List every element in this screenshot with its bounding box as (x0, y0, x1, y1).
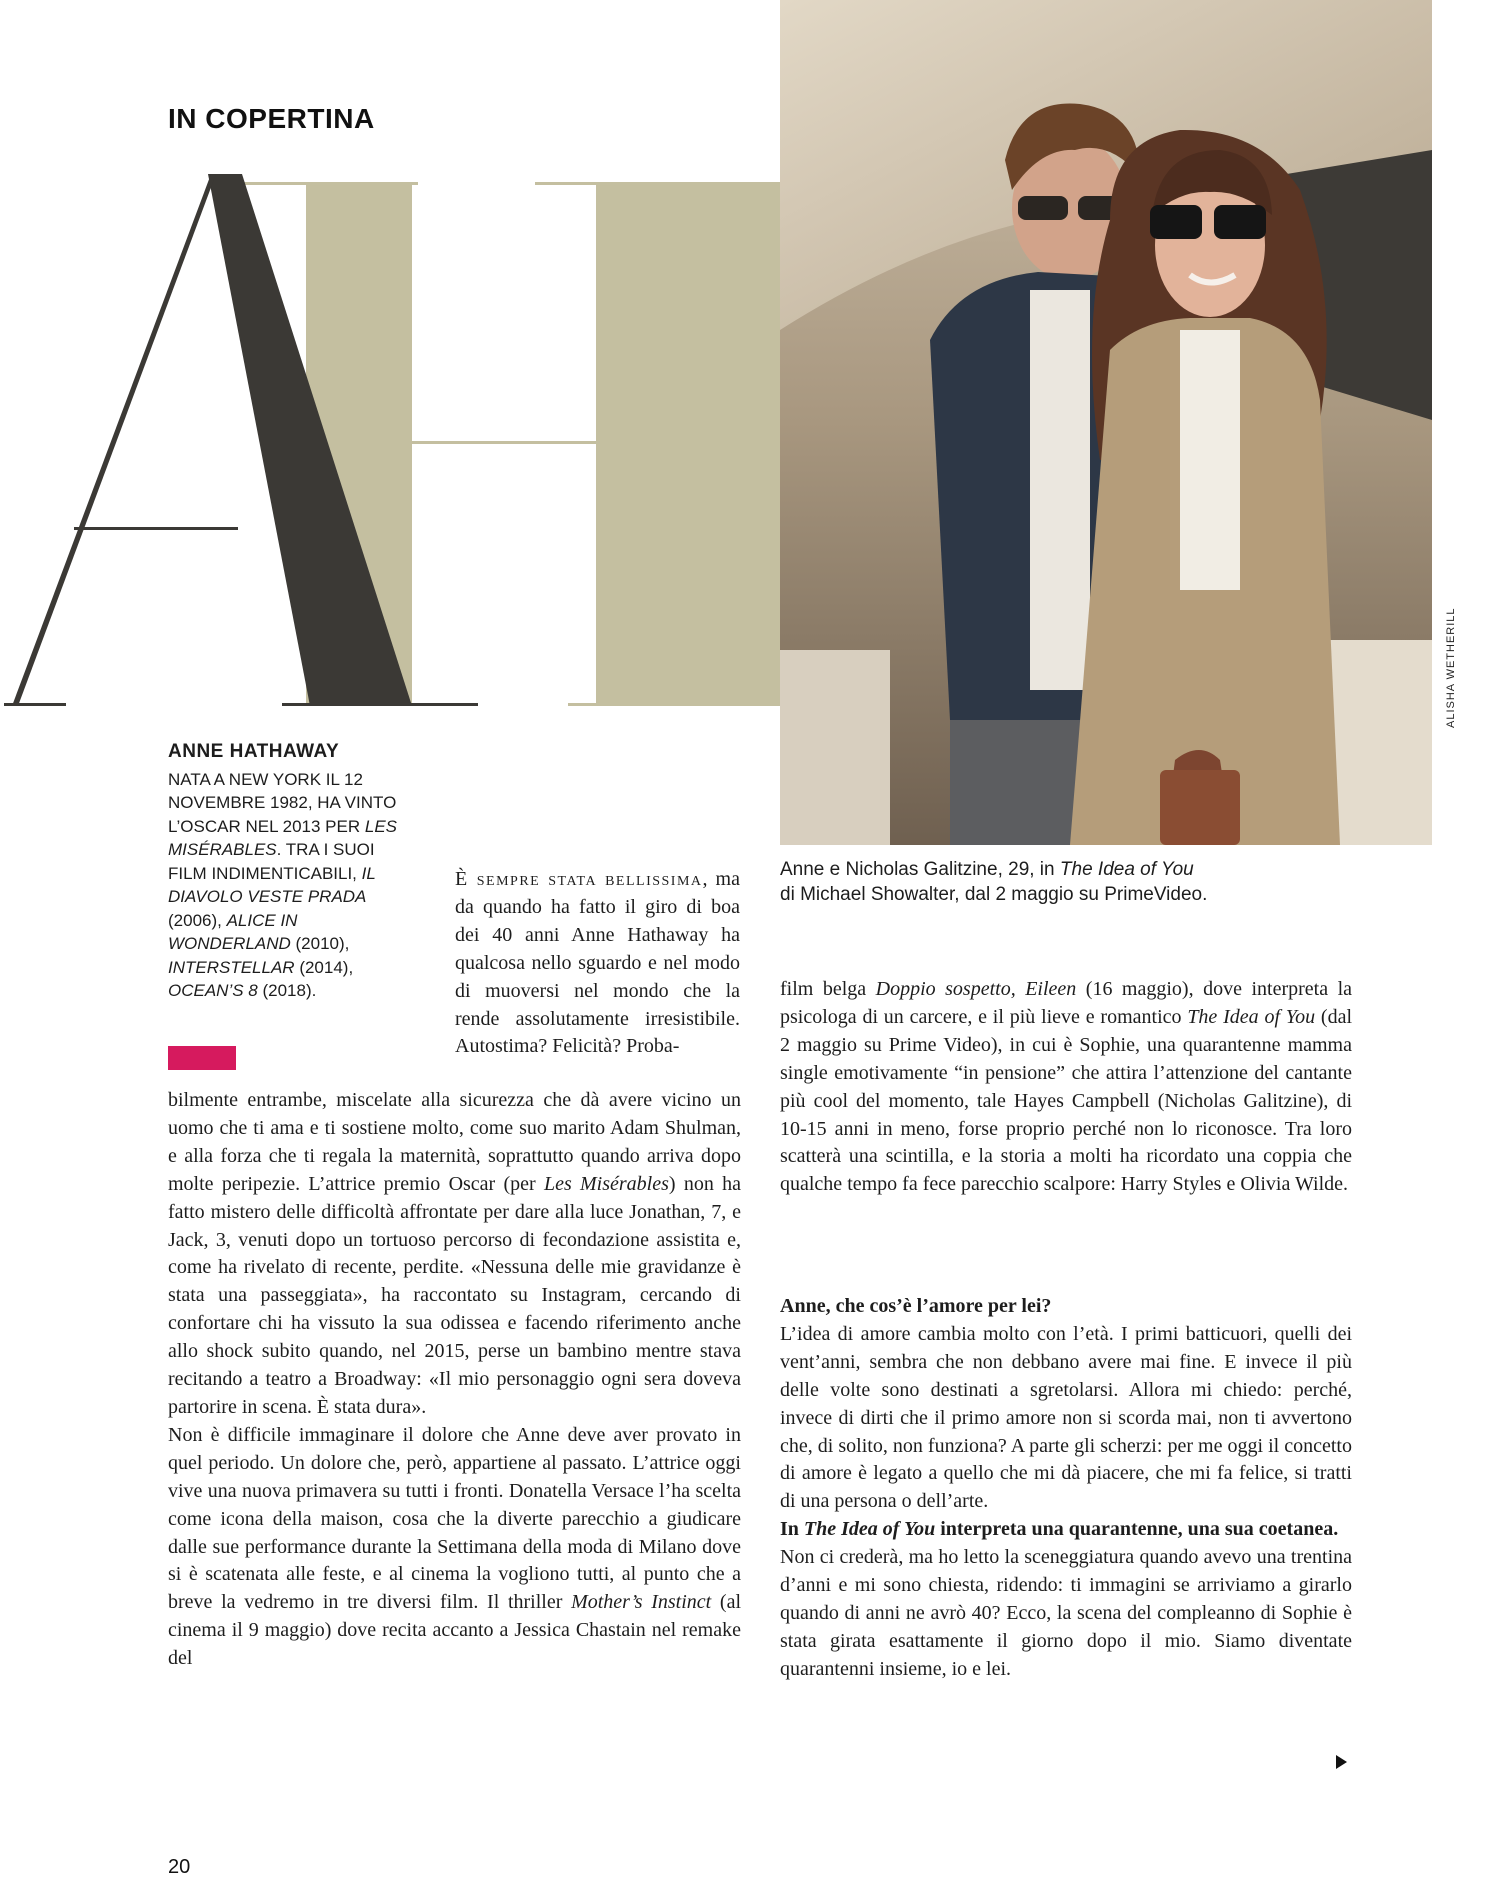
interview-question: Anne, che cos’è l’amore per lei? (780, 1295, 1052, 1317)
lead-text: ma da quando ha fatto il giro di boa dei 40 anni Anne Hathaway ha qualcosa nello sguardo e nel modo di muoversi nel mondo che la rende assolutamente irresistibile. Autostima? Felicità? Proba- (455, 868, 740, 1058)
accent-bar (168, 1046, 236, 1070)
interview-answer: L’idea di amore cambia molto con l’età. I primi batticuori, quelli dei vent’anni, sembra che non debbano avere mai fine. E invece il più delle volte sono destinati a sgretolarsi. Allora mi chiedo: perché, invece di dirti che il primo amore non si scorda mai, non ti avvertono che, di solito, non funziona? A parte gli scherzi: per me oggi il concetto di amore è legato a quello che mi dà piacere, che mi fa felice, si tratti di una persona o dell’arte. (780, 1322, 1352, 1513)
interview-block (780, 1293, 1352, 1516)
photo-caption (780, 857, 1380, 907)
continue-arrow-icon (1336, 1755, 1347, 1769)
paragraph (168, 1422, 741, 1673)
paragraph-text: bilmente entrambe, miscelate alla sicurezza che dà avere vicino un uomo che ti ama e ti sostiene molto, come suo marito Adam Shulman, e alla forza che ti regala la maternità, soprattutto quando arriva dopo molte peripezie. L’attrice premio Oscar (per (168, 1089, 741, 1195)
interview-block (780, 1516, 1352, 1683)
paragraph-text: film belga (780, 978, 876, 1000)
photo-credit: ALISHA WETHERILL (1445, 607, 1457, 728)
film-title: Les Misérables (543, 1172, 669, 1195)
initial-h-right-stem (596, 184, 780, 706)
initials-graphic (0, 170, 780, 720)
paragraph-text: (16 maggio), dove interpreta la psicologa di un carcere, e il più lieve e romantico (780, 978, 1353, 1028)
bio-film: IL DIAVOLO VESTE PRADA (168, 863, 376, 906)
cover-photo-image (780, 0, 1432, 845)
bio-film: INTERSTELLAR (168, 957, 295, 977)
initial-h-crossbar (412, 441, 596, 444)
paragraph-text: Non è difficile immaginare il dolore che Anne deve aver provato in quel periodo. Un dolore che, però, appartiene al passato. L’attrice oggi vive una nuova primavera su tutti i fronti. Donatella Versace l’ha scelta come icona della maison, cosa che la diverte parecchio a giudicare dalle sue performance durante la Settimana della moda di Milano dove si è scatenata alle feste, e al cinema la vogliono tutti, al punto che a breve la vedremo in tre diversi film. Il thriller (168, 1423, 741, 1614)
caption-text-1: Anne e Nicholas Galitzine, 29, in (780, 859, 1060, 880)
page-number: 20 (168, 1856, 191, 1878)
bio-film: LES MISÉRABLES (168, 816, 397, 859)
article-column-1 (168, 1087, 741, 1673)
interview-section (780, 1293, 1352, 1684)
bio-film: OCEAN’S 8 (168, 981, 258, 1000)
film-title: Doppio sospetto, Eileen (875, 978, 1077, 1000)
paragraph-text: (dal 2 maggio su Prime Video), in cui è Sophie, una quarantenne mamma single emotivamente “in pensione” che attira l’attenzione del cantante più cool del momento, tale Hayes Campbell (Nicholas Galitzine), di 10-15 anni in meno, forse proprio perché non lo riconosce. Tra loro scatterà una scintilla, e la storia a molti ha ricordato una coppia che qualche tempo fa fece parecchio scalpore: Harry Styles e Olivia Wilde. (780, 1005, 1353, 1196)
bio-text: . TRA I SUOI FILM INDIMENTICABILI, (168, 840, 375, 883)
film-title: The Idea of You (1187, 1005, 1316, 1028)
bio-text: (2018). (257, 981, 317, 1000)
bio-name: ANNE HATHAWAY (168, 741, 340, 762)
cover-photo (780, 0, 1432, 845)
lead-paragraph (455, 866, 740, 1061)
interview-question (780, 1516, 1352, 1544)
caption-text-2: di Michael Showalter, dal 2 maggio su PrimeVideo. (780, 884, 1208, 905)
interview-answer: Non ci crederà, ma ho letto la sceneggiatura quando avevo una trentina d’anni e mi sono chiesta, ridendo: ti immagini se arriviamo a girarlo quando di anni ne avrò 40? Ecco, la scena del compleanno di Sophie è stata girata esattamente il giorno dopo il mio. Siamo diventate quarantenni insieme, io e lei. (780, 1546, 1352, 1680)
paragraph-text: ) non ha fatto mistero delle difficoltà affrontate per dare alla luce Jonathan, 7, e Jack, 3, venuti dopo un tortuoso percorso di fecondazione assistita e, come ha rivelato di recente, perdite. «Nessuna delle mie gravidanze è stata una passeggiata», ha raccontato su Instagram, cercando di confortare chi ha vissuto la sua odissea e facendo riferimento anche allo shock subito quando, nel 2015, perse un bambino mentre stava recitando a teatro a Broadway: «Il mio personaggio ogni sera doveva partorire in scena. È stata dura». (168, 1172, 741, 1418)
bio-text: (2010), (290, 934, 350, 953)
bio-text: (2006), (168, 910, 227, 930)
question-text: In (780, 1518, 804, 1541)
article-column-2 (780, 976, 1352, 1199)
section-title: IN COPERTINA (168, 103, 375, 134)
film-title: The Idea of You (803, 1518, 936, 1541)
film-title: Mother’s Instinct (571, 1591, 712, 1614)
bio-text: NATA A NEW YORK IL 12 NOVEMBRE 1982, HA VINTO L’OSCAR NEL 2013 PER (168, 769, 397, 836)
lead-caps: È sempre stata bellissima, (455, 868, 710, 890)
paragraph (780, 976, 1352, 1199)
paragraph-text: (al cinema il 9 maggio) dove recita accanto a Jessica Chastain nel remake del (168, 1591, 742, 1670)
initial-a-thin-stroke (12, 174, 216, 706)
initial-a-crossbar (74, 527, 238, 530)
caption-film-title: The Idea of You (1059, 859, 1194, 880)
bio-film: ALICE IN WONDERLAND (168, 910, 298, 953)
bio-text: (2014), (294, 957, 354, 977)
question-text: interpreta una quarantenne, una sua coetanea. (935, 1518, 1339, 1541)
paragraph (168, 1087, 741, 1422)
bio-box (168, 740, 398, 1003)
